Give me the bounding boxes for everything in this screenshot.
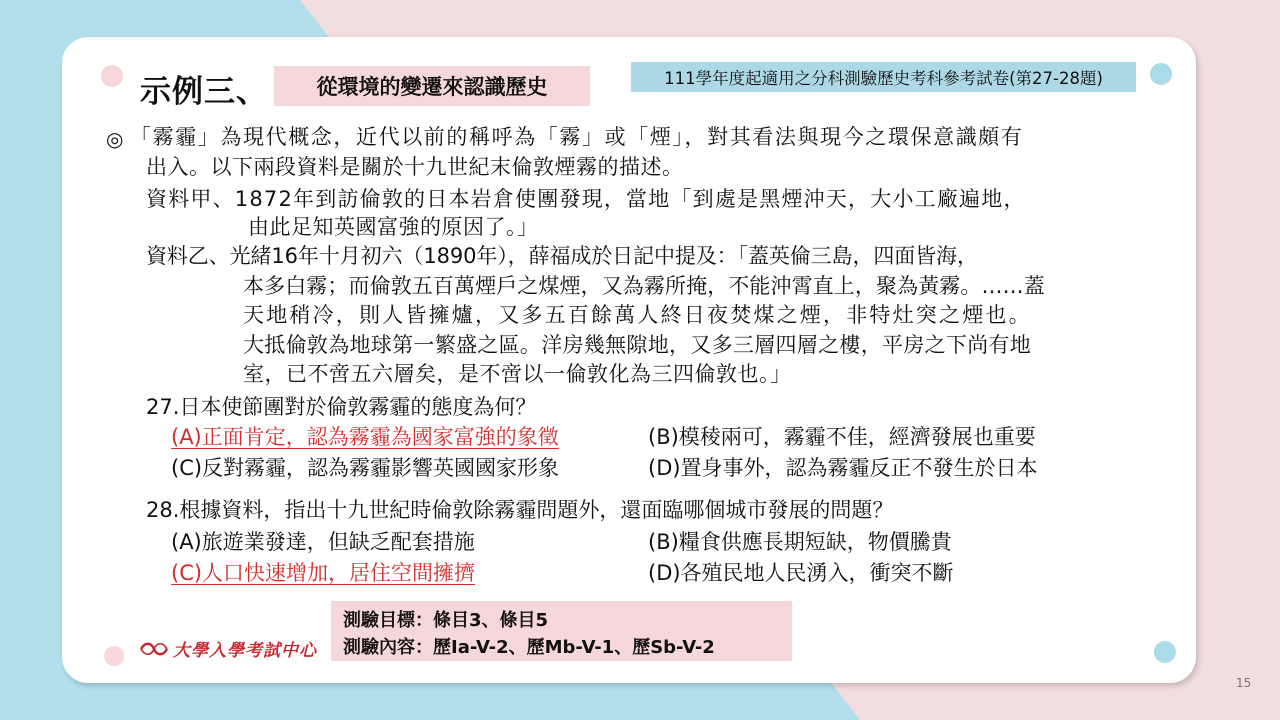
source-b-line-5: 室，已不啻五六層矣，是不啻以一倫敦化為三四倫敦也。」 (243, 362, 792, 386)
decor-dot-top-left (101, 65, 123, 87)
source-b-line-2: 本多白霧；而倫敦五百萬煙戶之煤煙，又為霧所掩，不能沖霄直上，聚為黃霧。……蓋 (243, 274, 1045, 298)
ceec-logo-text: 大學入學考試中心 (173, 641, 317, 661)
ceec-logo (139, 636, 317, 661)
intro-line-2: 出入。以下兩段資料是關於十九世紀末倫敦煙霧的描述。 (146, 155, 684, 179)
source-b-line-1: 資料乙、光緒16年十月初六（1890年），薛福成於日記中提及：「蓋英倫三島，四面皆海， (146, 244, 978, 268)
intro-line-1: 「霧霾」為現代概念，近代以前的稱呼為「霧」或「煙」，對其看法與現今之環保意識頗有 (130, 125, 1024, 149)
test-content-line: 測驗內容：歷Ia-V-2、歷Mb-V-1、歷Sb-V-2 (343, 637, 715, 658)
q27-option-c: (C)反對霧霾，認為霧霾影響英國國家形象 (171, 456, 560, 480)
q27-option-d: (D)置身事外，認為霧霾反正不發生於日本 (648, 456, 1038, 480)
source-a-line-1: 資料甲、1872年到訪倫敦的日本岩倉使團發現，當地「到處是黑煙沖天，大小工廠遍地， (146, 187, 1026, 211)
source-a-line-2: 由此足知英國富強的原因了。」 (248, 215, 539, 239)
ceec-emblem-icon (139, 640, 169, 658)
q28-stem: 28.根據資料，指出十九世紀時倫敦除霧霾問題外，還面臨哪個城市發展的問題？ (146, 498, 894, 522)
q27-stem: 27.日本使節團對於倫敦霧霾的態度為何？ (146, 395, 537, 419)
test-goals-box (331, 601, 792, 661)
slide-title: 示例三、 (140, 74, 268, 110)
q27-option-b: (B)模稜兩可，霧霾不佳，經濟發展也重要 (648, 425, 1036, 449)
decor-dot-bottom-left (104, 646, 124, 666)
decor-dot-top-right (1150, 63, 1172, 85)
q28-option-a: (A)旅遊業發達，但缺乏配套措施 (171, 530, 475, 554)
intro-bullet: ◎ (106, 127, 124, 151)
source-b-line-3: 天地稍冷，則人皆擁爐，又多五百餘萬人終日夜焚煤之煙，非特灶突之煙也。 (243, 303, 1032, 327)
q27-option-a-answer: (A)正面肯定，認為霧霾為國家富強的象徵 (171, 425, 559, 449)
q28-option-c-answer: (C)人口快速增加，居住空間擁擠 (171, 561, 476, 585)
test-goal-line: 測驗目標：條目3、條目5 (343, 610, 549, 631)
slide-subtitle: 從環境的變遷來認識歷史 (274, 66, 590, 106)
q28-option-d: (D)各殖民地人民湧入，衝突不斷 (648, 561, 954, 585)
decor-dot-bottom-right (1154, 641, 1176, 663)
reference-label: 111學年度起適用之分科測驗歷史考科參考試卷(第27-28題) (631, 62, 1136, 92)
source-b-line-4: 大抵倫敦為地球第一繁盛之區。洋房幾無隙地，又多三層四層之樓，平房之下尚有地 (243, 333, 1032, 357)
q28-option-b: (B)糧食供應長期短缺，物價騰貴 (648, 530, 952, 554)
page-number: 15 (1236, 676, 1252, 690)
